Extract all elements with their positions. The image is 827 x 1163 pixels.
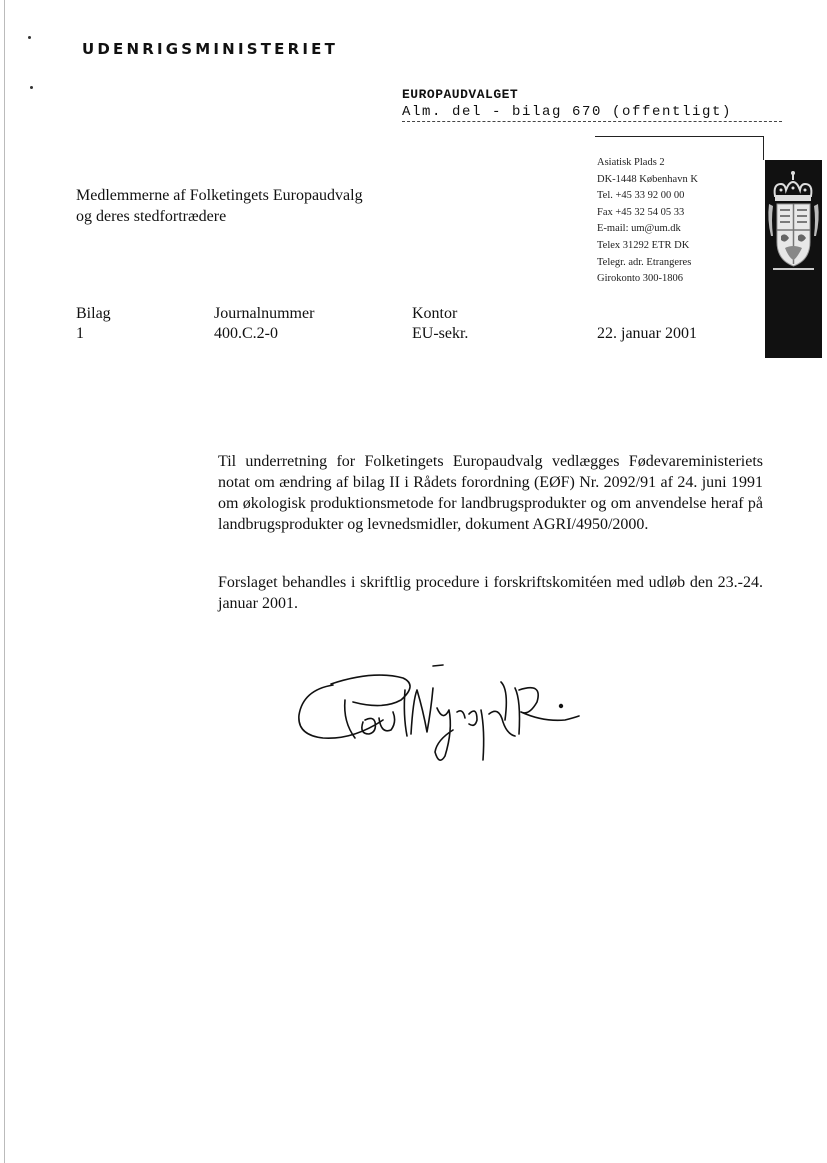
- bilag-label: Bilag: [76, 305, 111, 322]
- scan-speck: [30, 86, 33, 89]
- address-line: E-mail: um@um.dk: [597, 223, 681, 235]
- kontor-value: EU-sekr.: [412, 325, 469, 342]
- stamp-reference: Alm. del - bilag 670 (offentligt): [402, 104, 782, 122]
- scan-margin-line: [4, 0, 5, 1163]
- address-line: Girokonto 300-1806: [597, 273, 684, 285]
- stamp-title: EUROPAUDVALGET: [402, 87, 519, 102]
- address-line: Telex 31292 ETR DK: [597, 239, 690, 251]
- address-line: Asiatisk Plads 2: [597, 157, 665, 168]
- body-paragraph: Til underretning for Folketingets Europaudvalg vedlægges Fødevareministeriets notat om ændring af bilag II i Rådets forordning (EØF) Nr. 2092/91 af 24. juni 1991 om økologisk produktionsmetode for landbrugsprodukter og om anvendelse heraf på landbrugsprodukter og levnedsmidler, dokument AGRI/4950/2000.: [218, 453, 763, 533]
- scan-speck: [28, 36, 31, 39]
- signature-scribble: [293, 660, 593, 770]
- crown-shield-icon: [765, 160, 822, 358]
- address-line: Tel. +45 33 92 00 00: [597, 190, 685, 202]
- kontor-label: Kontor: [412, 305, 458, 322]
- address-line: DK-1448 København K: [597, 173, 698, 185]
- recipient-line: og deres stedfortrædere: [76, 207, 227, 225]
- address-rule-vertical: [763, 136, 764, 160]
- coat-of-arms-emblem: [765, 160, 822, 358]
- address-block: [597, 155, 698, 288]
- ministry-letterhead: UDENRIGSMINISTERIET: [82, 40, 339, 58]
- letter-date: 22. januar 2001: [597, 325, 697, 342]
- recipient-block: [76, 186, 363, 227]
- bilag-value: 1: [76, 325, 84, 342]
- body-paragraph: Forslaget behandles i skriftlig procedure i forskriftskomitéen med udløb den 23.-24. januar 2001.: [218, 574, 763, 612]
- recipient-line: Medlemmerne af Folketingets Europaudvalg: [76, 187, 363, 204]
- journal-value: 400.C.2-0: [214, 325, 278, 342]
- address-line: Telegr. adr. Etrangeres: [597, 256, 692, 268]
- address-line: Fax +45 32 54 05 33: [597, 206, 685, 218]
- handwritten-signature: [293, 660, 593, 775]
- address-rule: [595, 136, 763, 137]
- journal-label: Journalnummer: [214, 305, 315, 322]
